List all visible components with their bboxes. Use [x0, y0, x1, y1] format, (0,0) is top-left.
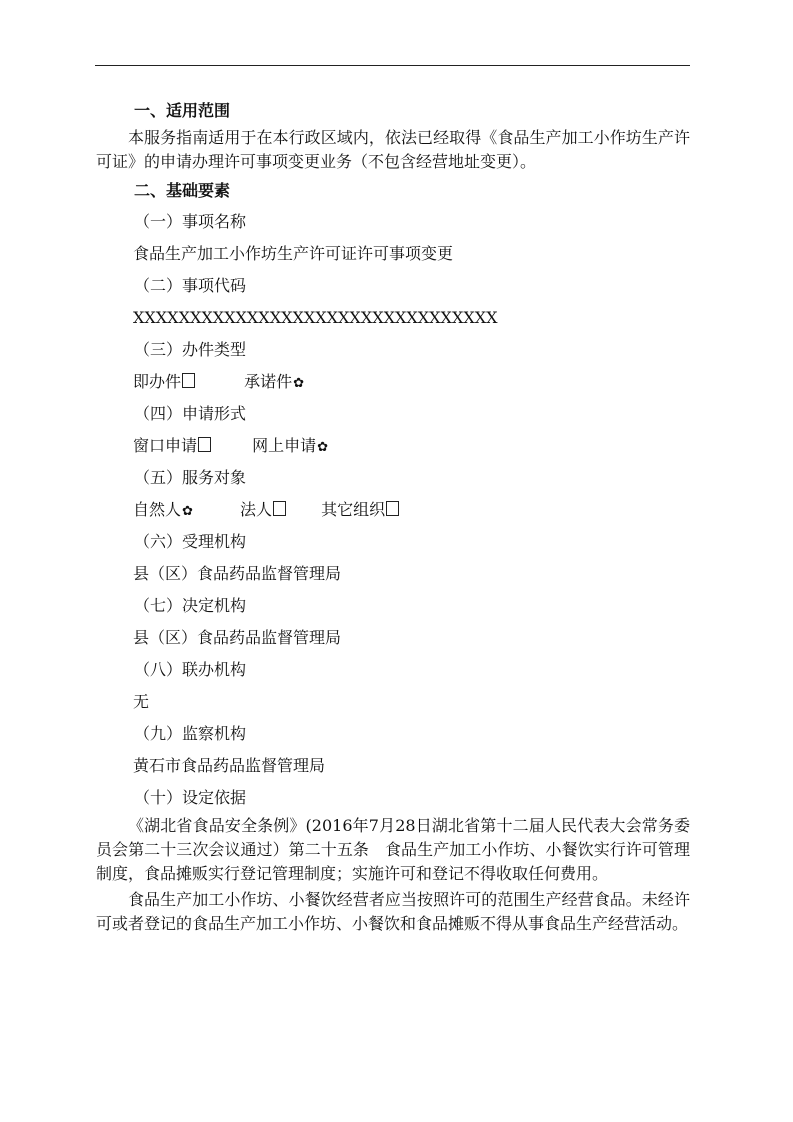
- unchecked-box-icon: [182, 373, 195, 388]
- unchecked-box-icon: [386, 501, 399, 516]
- section-heading-basics: 二、基础要素: [134, 181, 231, 200]
- option-natural-person: 自然人✿: [133, 500, 193, 519]
- option-online: 网上申请✿: [252, 436, 329, 455]
- checked-flower-icon: ✿: [182, 504, 193, 519]
- supervising-agency-label: （九）监察机构: [134, 724, 247, 743]
- option-promise: 承诺件✿: [244, 372, 305, 391]
- item-name-label: （一）事项名称: [134, 212, 247, 231]
- deciding-agency-label: （七）决定机构: [134, 596, 247, 615]
- joint-agency-label: （八）联办机构: [134, 660, 247, 679]
- checked-flower-icon: ✿: [317, 440, 329, 455]
- application-form-label: （四）申请形式: [134, 404, 247, 423]
- legal-basis-paragraph-1: 《湖北省食品安全条例》(2016年7月28日湖北省第十二届人民代表大会常务委员会第二十三次会议通过）第二十五条 食品生产加工小作坊、小餐饮实行许可管理制度，食品摊贩实行登记管理制度；实施许可和登记不得收取任何费用。: [96, 816, 690, 883]
- item-name-value: 食品生产加工小作坊生产许可证许可事项变更: [133, 244, 454, 263]
- deciding-agency-value: 县（区）食品药品监督管理局: [133, 628, 342, 647]
- joint-agency-value: 无: [133, 692, 150, 711]
- item-code-label: （二）事项代码: [134, 276, 247, 295]
- unchecked-box-icon: [198, 437, 211, 452]
- accepting-agency-label: （六）受理机构: [134, 532, 247, 551]
- service-target-label: （五）服务对象: [134, 468, 247, 487]
- document-body: [96, 96, 690, 936]
- option-legal-person: 法人: [240, 494, 286, 526]
- legal-basis-paragraph-2: 食品生产加工小作坊、小餐饮经营者应当按照许可的范围生产经营食品。未经许可或者登记的食品生产加工小作坊、小餐饮和食品摊贩不得从事食品生产经营活动。: [96, 890, 690, 933]
- application-form-options: [133, 430, 690, 462]
- option-window: 窗口申请: [133, 430, 211, 462]
- supervising-agency-value: 黄石市食品药品监督管理局: [133, 756, 326, 775]
- unchecked-box-icon: [273, 501, 286, 516]
- header-rule: [95, 65, 690, 66]
- item-code-value: XXXXXXXXXXXXXXXXXXXXXXXXXXXXXXXX: [133, 308, 498, 327]
- scope-paragraph: 本服务指南适用于在本行政区域内，依法已经取得《食品生产加工小作坊生产许可证》的申请办理许可事项变更业务（不包含经营地址变更）。: [96, 128, 690, 171]
- accepting-agency-value: 县（区）食品药品监督管理局: [133, 564, 342, 583]
- legal-basis-label: （十）设定依据: [134, 788, 247, 807]
- handling-type-options: [133, 366, 690, 398]
- handling-type-label: （三）办件类型: [134, 340, 247, 359]
- option-other-org: 其它组织: [321, 494, 399, 526]
- option-immediate: 即办件: [133, 366, 195, 398]
- checked-flower-icon: ✿: [293, 376, 305, 391]
- service-target-options: [133, 494, 690, 526]
- section-heading-scope: 一、适用范围: [134, 101, 231, 120]
